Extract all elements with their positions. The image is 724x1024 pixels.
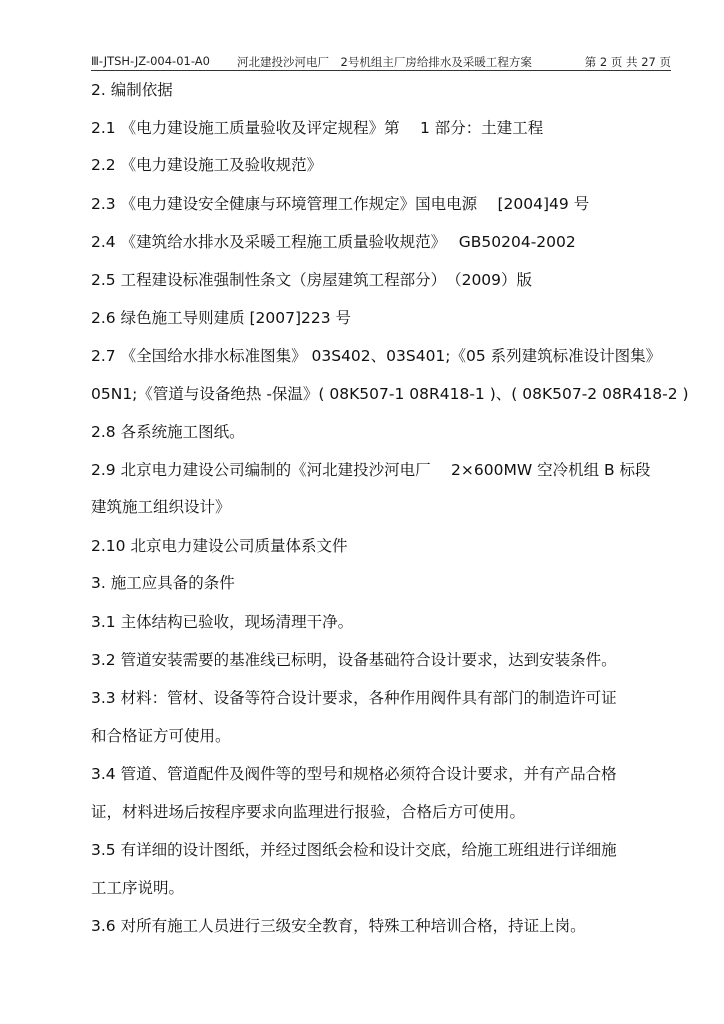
section-heading: 2. 编制依据 [91, 81, 173, 99]
text-line: 3.2 管道安装需要的基准线已标明，设备基础符合设计要求，达到安装条件。 [91, 651, 617, 669]
section-heading: 3. 施工应具备的条件 [91, 574, 235, 592]
text-line: 证，材料进场后按程序要求向监理进行报验，合格后方可使用。 [91, 803, 526, 821]
header-rule [91, 70, 671, 71]
text-line: 3.3 材料：管材、设备等符合设计要求，各种作用阀件具有部门的制造许可证 [91, 689, 617, 707]
document-title: 河北建投沙河电厂 2号机组主厂房给排水及采暖工程方案 [237, 55, 532, 69]
text-line: 3.4 管道、管道配件及阀件等的型号和规格必须符合设计要求，并有产品合格 [91, 765, 617, 783]
text-line: 2.3 《电力建设安全健康与环境管理工作规定》国电电源 [2004]49 号 [91, 195, 590, 213]
text-line: 2.2 《电力建设施工及验收规范》 [91, 156, 323, 174]
document-code: Ⅲ-JTSH-JZ-004-01-A0 [91, 54, 210, 68]
page-number: 第 2 页 共 27 页 [584, 55, 671, 69]
text-line: 和合格证方可使用。 [91, 727, 231, 745]
text-line: 2.4 《建筑给水排水及采暖工程施工质量验收规范》 GB50204-2002 [91, 233, 576, 251]
text-line: 2.10 北京电力建设公司质量体系文件 [91, 537, 348, 555]
text-line: 3.6 对所有施工人员进行三级安全教育，特殊工种培训合格，持证上岗。 [91, 917, 586, 935]
text-line: 3.5 有详细的设计图纸，并经过图纸会检和设计交底，给施工班组进行详细施 [91, 841, 617, 859]
page-header [91, 52, 671, 72]
text-line: 2.1 《电力建设施工质量验收及评定规程》第 1 部分：土建工程 [91, 119, 544, 137]
text-line: 3.1 主体结构已验收，现场清理干净。 [91, 613, 354, 631]
text-line: 2.8 各系统施工图纸。 [91, 423, 245, 441]
text-line: 2.7 《全国给水排水标准图集》 03S402、03S401;《05 系列建筑标准设计图集》 [91, 347, 662, 365]
text-line: 2.6 绿色施工导则建质 [2007]223 号 [91, 309, 352, 327]
text-line: 2.9 北京电力建设公司编制的《河北建投沙河电厂 2×600MW 空冷机组 B 标段 [91, 461, 651, 479]
text-line: 05N1;《管道与设备绝热 -保温》( 08K507-1 08R418-1 )、( 08K507-2 08R418-2 ) [91, 385, 689, 403]
text-line: 2.5 工程建设标准强制性条文（房屋建筑工程部分） （2009）版 [91, 271, 533, 289]
text-line: 建筑施工组织设计》 [91, 498, 231, 516]
text-line: 工工序说明。 [91, 879, 185, 897]
